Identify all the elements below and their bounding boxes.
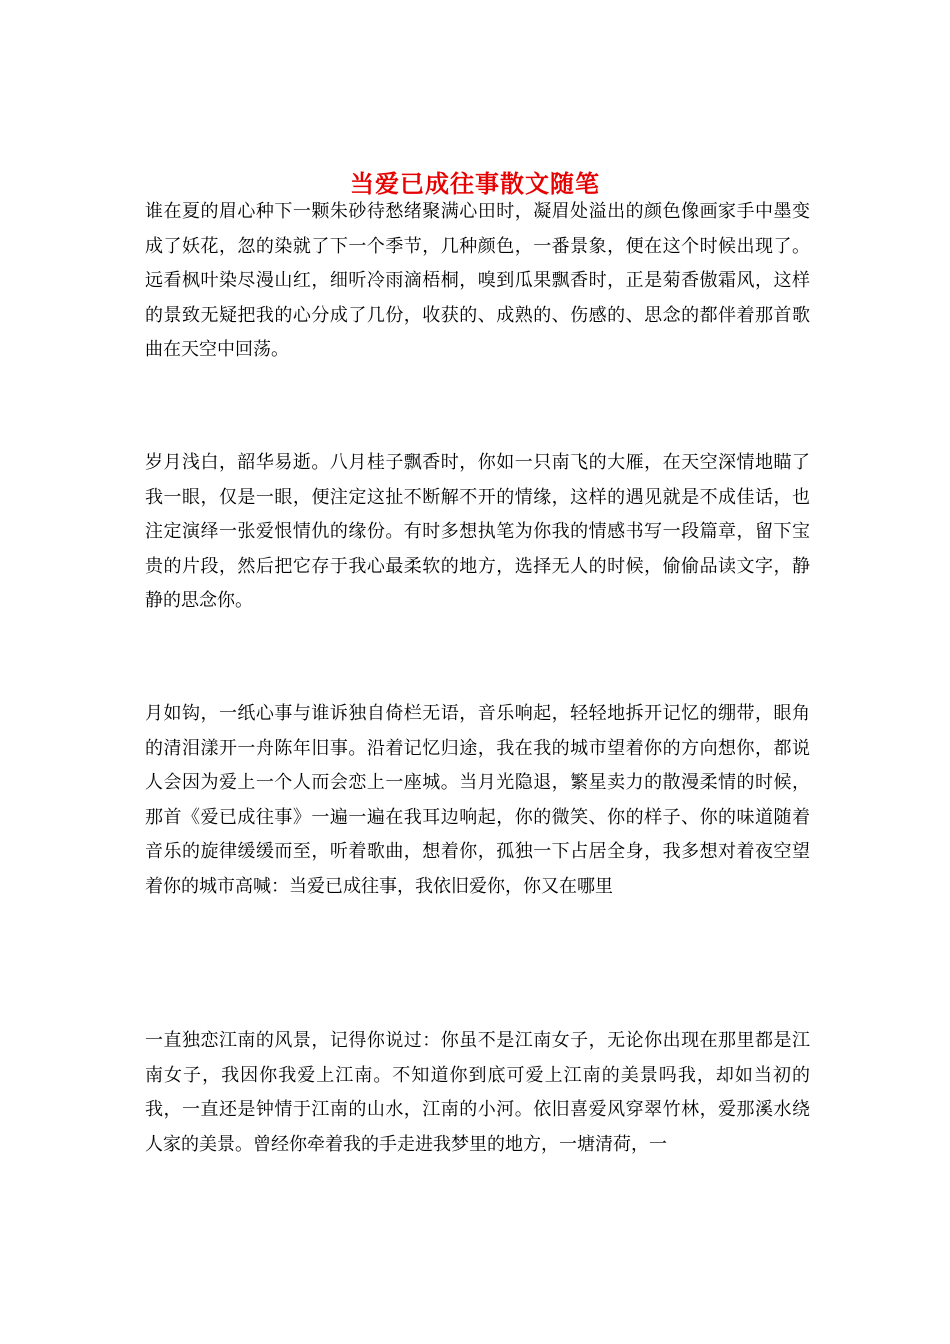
paragraph-1: 谁在夏的眉心种下一颗朱砂待愁绪聚满心田时，凝眉处溢出的颜色像画家手中墨变成了妖花，忽的染就了下一个季节，几种颜色，一番景象，便在这个时候出现了。远看枫叶染尽漫山红，细听冷雨滴梧桐，嗅到瓜果飘香时，正是菊香傲霜风，这样的景致无疑把我的心分成了几份，收获的、成熟的、伤感的、思念的都伴着那首歌曲在天空中回荡。	[145, 201, 810, 360]
paragraph-3: 月如钩，一纸心事与谁诉独自倚栏无语，音乐响起，轻轻地拆开记忆的绷带，眼角的清泪漾开一舟陈年旧事。沿着记忆归途，我在我的城市望着你的方向想你，都说人会因为爱上一个人而会恋上一座城。当月光隐退，繁星卖力的散漫柔情的时候，那首《爱已成往事》一遍一遍在我耳边响起，你的微笑、你的样子、你的味道随着音乐的旋律缓缓而至，听着歌曲，想着你，孤独一下占居全身，我多想对着夜空望着你的城市高喊：当爱已成往事，我依旧爱你，你又在哪里	[145, 703, 810, 897]
document-title: 当爱已成往事散文随笔	[350, 169, 600, 199]
paragraph-4: 一直独恋江南的风景，记得你说过：你虽不是江南女子，无论你出现在那里都是江南女子，我因你我爱上江南。不知道你到底可爱上江南的美景吗我，却如当初的我，一直还是钟情于江南的山水，江南的小河。依旧喜爱风穿翠竹林，爱那溪水绕人家的美景。曾经你牵着我的手走进我梦里的地方，一塘清荷，一	[145, 1030, 810, 1155]
paragraph-2: 岁月浅白，韶华易逝。八月桂子飘香时，你如一只南飞的大雁，在天空深情地瞄了我一眼，仅是一眼，便注定这扯不断解不开的情缘，这样的遇见就是不成佳话，也注定演绎一张爱恨情仇的缘份。有时多想执笔为你我的情感书写一段篇章，留下宝贵的片段，然后把它存于我心最柔软的地方，选择无人的时候，偷偷品读文字，静静的思念你。	[145, 452, 810, 611]
